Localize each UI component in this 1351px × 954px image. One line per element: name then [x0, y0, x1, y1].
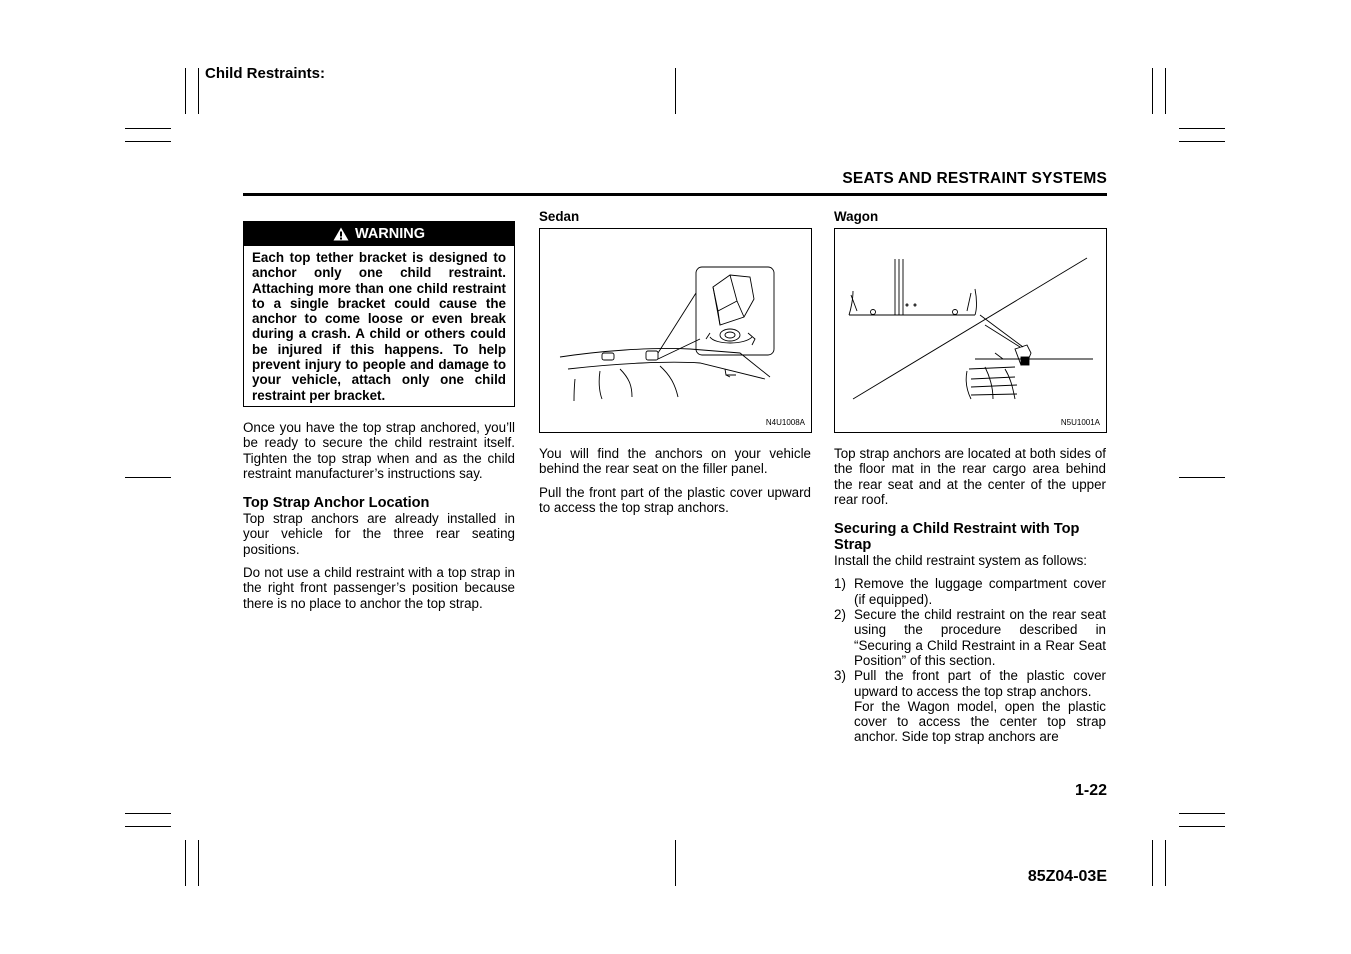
wagon-figure [834, 228, 1107, 433]
warning-box [243, 221, 515, 407]
securing-heading: Securing a Child Restraint with Top Strap [834, 521, 1080, 554]
sedan-figure-code: N4U1008A [765, 418, 805, 427]
warning-title: WARNING [354, 226, 426, 242]
step-item [834, 607, 1106, 668]
step-text: Remove the luggage compartment cover (if equipped). [854, 576, 1106, 607]
section-title: SEATS AND RESTRAINT SYSTEMS [842, 170, 1107, 187]
document-code: 85Z04-03E [1027, 868, 1107, 885]
sedan-illustration [540, 229, 811, 432]
wagon-label: Wagon [834, 209, 879, 224]
intro-paragraph: Once you have the top strap anchored, you’ll be ready to secure the child restraint itself. Tighten the top strap when and as the child restraint manufacturer’s instructions say. [243, 420, 515, 481]
wagon-illustration [835, 229, 1106, 432]
column-left [243, 420, 515, 619]
warning-triangle-icon [333, 227, 349, 241]
install-steps [834, 576, 1106, 744]
step-text: Secure the child restraint on the rear seat using the procedure described in “Securing a Child Restraint in a Rear Seat Position” of this section. [854, 607, 1106, 668]
step-text: Pull the front part of the plastic cover upward to access the top strap anchors. [854, 668, 1106, 699]
wagon-figure-code: N5U1001A [1060, 418, 1100, 427]
securing-intro: Install the child restraint system as follows: [834, 553, 1088, 569]
warning-header [244, 222, 514, 246]
sedan-label: Sedan [539, 209, 580, 224]
page-number: 1-22 [1074, 782, 1107, 799]
wagon-paragraph: Top strap anchors are located at both sides of the floor mat in the rear cargo area behind the rear seat and at the center of the upper rear roof. [834, 446, 1106, 507]
step-number: 3) [834, 668, 846, 684]
passenger-warning-paragraph: Do not use a child restraint with a top strap in the right front passenger’s position because there is no place to anchor the top strap. [243, 565, 515, 611]
header-rule [243, 193, 1107, 196]
step-number: 2) [834, 607, 846, 623]
anchor-location-heading: Top Strap Anchor Location [243, 495, 430, 512]
anchor-location-paragraph: Top strap anchors are already installed in your vehicle for the three rear seating positions. [243, 511, 515, 557]
step-item [834, 668, 1106, 744]
column-right [834, 446, 1106, 745]
step-continuation: For the Wagon model, open the plastic cover to access the center top strap anchor. Side top strap anchors are [854, 698, 1106, 745]
sedan-figure [539, 228, 812, 433]
warning-text: Each top tether bracket is designed to anchor only one child restraint. Attaching more than one child restraint to a single bracket could cause the anchor to come loose or even break during a crash. A child or others could be injured if this happens. To help prevent injury to people and damage to your vehicle, attach only one child restraint per bracket. [252, 250, 506, 403]
sedan-paragraph-2: Pull the front part of the plastic cover upward to access the top strap anchors. [539, 484, 811, 515]
column-middle [539, 446, 811, 523]
step-item [834, 576, 1106, 607]
step-number: 1) [834, 576, 846, 592]
corner-title: Child Restraints: [205, 65, 326, 82]
sedan-paragraph-1: You will find the anchors on your vehicle behind the rear seat on the filler panel. [539, 446, 811, 477]
